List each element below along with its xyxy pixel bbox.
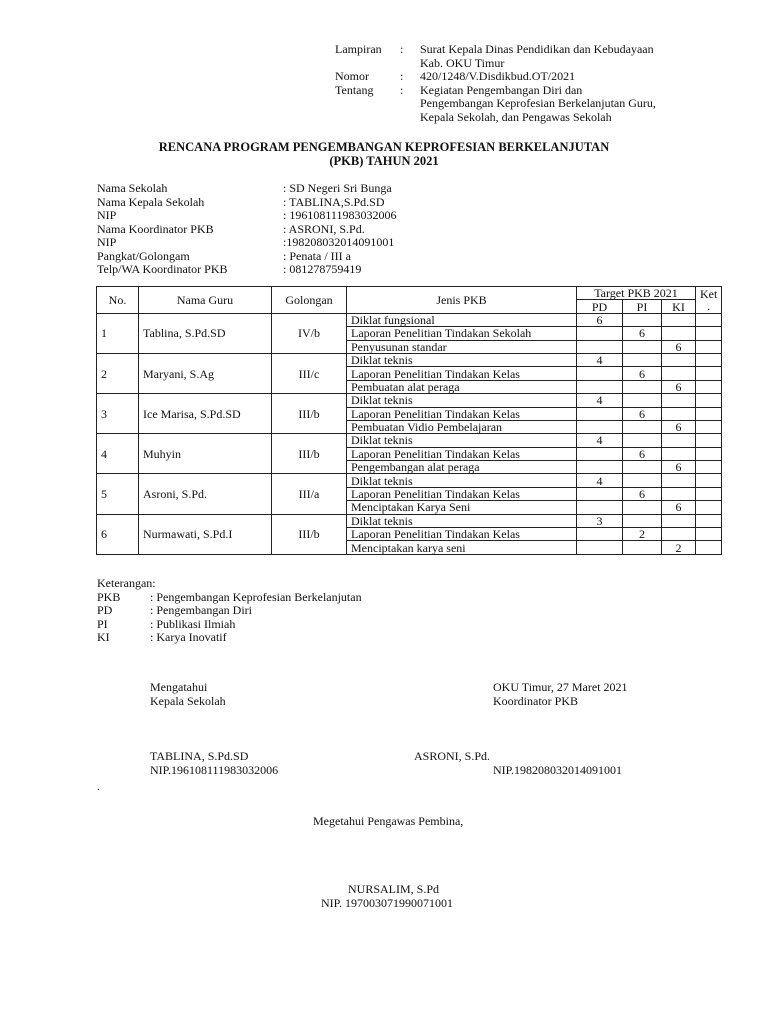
cell-golongan: III/b xyxy=(272,394,347,434)
lampiran-value: Surat Kepala Dinas Pendidikan dan Kebudayaan xyxy=(420,42,654,56)
cell-pi xyxy=(623,394,662,407)
lampiran-key: Tentang xyxy=(335,82,374,97)
lampiran-row xyxy=(335,84,720,98)
right-caption-2: Koordinator PKB xyxy=(493,694,578,708)
cell-pi: 6 xyxy=(623,487,662,500)
info-label: NIP xyxy=(97,208,117,222)
cell-golongan: IV/b xyxy=(272,313,347,353)
cell-pi: 6 xyxy=(623,407,662,420)
header-pd: PD xyxy=(577,300,623,313)
keterangan-desc: : Publikasi Ilmiah xyxy=(150,616,236,631)
table-row xyxy=(97,474,722,487)
lampiran-block xyxy=(335,43,720,124)
lampiran-row xyxy=(335,111,720,125)
cell-no: 5 xyxy=(97,474,139,514)
table-row xyxy=(97,514,722,527)
cell-ket xyxy=(696,541,722,554)
pengawas-nip: NIP. 197003071990071001 xyxy=(321,896,454,910)
info-row xyxy=(97,250,396,264)
cell-pi xyxy=(623,380,662,393)
cell-ket xyxy=(696,501,722,514)
pengawas-name: NURSALIM, S.Pd xyxy=(348,882,440,896)
cell-ki xyxy=(662,528,696,541)
info-label: Nama Sekolah xyxy=(97,181,168,195)
pkb-table xyxy=(96,286,722,555)
header-pi: PI xyxy=(623,300,662,313)
keterangan-abbr: KI xyxy=(97,630,110,644)
cell-ki: 2 xyxy=(662,541,696,554)
header-ket: Ket . xyxy=(696,287,722,314)
header-nama-guru: Nama Guru xyxy=(139,287,272,314)
table-row xyxy=(97,394,722,407)
info-label: Nama Kepala Sekolah xyxy=(97,194,205,209)
keterangan-item xyxy=(97,618,362,632)
cell-nama-guru: Muhyin xyxy=(139,434,272,474)
lampiran-colon: : xyxy=(400,82,404,97)
cell-ket xyxy=(696,313,722,326)
cell-jenis-pkb: Diklat teknis xyxy=(347,474,577,487)
info-value: : 081278759419 xyxy=(283,262,362,276)
cell-ket xyxy=(696,461,722,474)
pengawas-caption: Megetahui Pengawas Pembina, xyxy=(313,814,464,828)
cell-pd xyxy=(577,420,623,433)
keterangan-desc: : Pengembangan Diri xyxy=(150,603,252,617)
cell-pd xyxy=(577,461,623,474)
cell-pd xyxy=(577,501,623,514)
cell-ki xyxy=(662,394,696,407)
cell-golongan: III/a xyxy=(272,474,347,514)
cell-pd xyxy=(577,367,623,380)
cell-pi: 6 xyxy=(623,327,662,340)
header-jenis-pkb: Jenis PKB xyxy=(347,287,577,314)
cell-no: 4 xyxy=(97,434,139,474)
cell-ket xyxy=(696,447,722,460)
cell-pi: 6 xyxy=(623,367,662,380)
info-value: : SD Negeri Sri Bunga xyxy=(283,181,392,195)
cell-ket xyxy=(696,380,722,393)
info-row xyxy=(97,236,396,250)
header-target: Target PKB 2021 xyxy=(577,287,696,300)
keterangan-abbr: PD xyxy=(97,603,113,617)
cell-ket xyxy=(696,514,722,527)
cell-ki: 6 xyxy=(662,340,696,353)
cell-ket xyxy=(696,474,722,487)
cell-nama-guru: Maryani, S.Ag xyxy=(139,353,272,393)
cell-pi xyxy=(623,474,662,487)
lampiran-key: Lampiran xyxy=(335,42,382,56)
cell-jenis-pkb: Laporan Penelitian Tindakan Sekolah xyxy=(347,327,577,340)
document-title-line1: RENCANA PROGRAM PENGEMBANGAN KEPROFESIAN BERKELANJUTAN xyxy=(158,140,610,154)
cell-pi xyxy=(623,313,662,326)
lampiran-colon xyxy=(400,111,420,125)
info-row xyxy=(97,263,396,277)
header-no: No. xyxy=(97,287,139,314)
cell-pd: 3 xyxy=(577,514,623,527)
cell-pi xyxy=(623,353,662,366)
lampiran-value: Kegiatan Pengembangan Diri dan xyxy=(420,82,583,97)
cell-pd xyxy=(577,340,623,353)
left-signatory-name: TABLINA, S.Pd.SD xyxy=(150,749,249,763)
cell-ket xyxy=(696,420,722,433)
cell-jenis-pkb: Diklat fungsional xyxy=(347,313,577,326)
cell-nama-guru: Ice Marisa, S.Pd.SD xyxy=(139,394,272,434)
keterangan-item xyxy=(97,591,362,605)
cell-ki: 6 xyxy=(662,420,696,433)
cell-golongan: III/b xyxy=(272,434,347,474)
cell-jenis-pkb: Pengembangan alat peraga xyxy=(347,461,577,474)
keterangan-item xyxy=(97,604,362,618)
cell-no: 2 xyxy=(97,353,139,393)
left-caption-1: Mengatahui xyxy=(150,680,208,694)
cell-jenis-pkb: Laporan Penelitian Tindakan Kelas xyxy=(347,367,577,380)
keterangan-heading: Keterangan: xyxy=(97,576,156,590)
cell-jenis-pkb: Diklat teknis xyxy=(347,514,577,527)
cell-jenis-pkb: Laporan Penelitian Tindakan Kelas xyxy=(347,447,577,460)
stray-dot: . xyxy=(97,779,100,793)
cell-pi xyxy=(623,434,662,447)
cell-jenis-pkb: Diklat teknis xyxy=(347,394,577,407)
keterangan-block xyxy=(97,577,362,645)
cell-pi xyxy=(623,340,662,353)
cell-pd xyxy=(577,447,623,460)
cell-pd: 4 xyxy=(577,394,623,407)
cell-pd: 6 xyxy=(577,313,623,326)
info-row xyxy=(97,182,396,196)
cell-jenis-pkb: Laporan Penelitian Tindakan Kelas xyxy=(347,487,577,500)
lampiran-value: Pengembangan Keprofesian Berkelanjutan Guru, xyxy=(420,96,656,110)
info-value: : ASRONI, S.Pd. xyxy=(283,221,365,236)
cell-ket xyxy=(696,528,722,541)
cell-jenis-pkb: Laporan Penelitian Tindakan Kelas xyxy=(347,528,577,541)
cell-ki xyxy=(662,487,696,500)
lampiran-key: Nomor xyxy=(335,69,369,83)
cell-ket xyxy=(696,340,722,353)
lampiran-row xyxy=(335,97,720,111)
cell-pi: 2 xyxy=(623,528,662,541)
info-row xyxy=(97,196,396,210)
document-title-line2: (PKB) TAHUN 2021 xyxy=(329,154,439,168)
table-row xyxy=(97,353,722,366)
cell-ket xyxy=(696,407,722,420)
cell-ket xyxy=(696,487,722,500)
cell-pd: 4 xyxy=(577,474,623,487)
cell-pi: 6 xyxy=(623,447,662,460)
cell-pi xyxy=(623,541,662,554)
keterangan-item xyxy=(97,631,362,645)
keterangan-abbr: PI xyxy=(97,616,108,631)
info-label: Nama Koordinator PKB xyxy=(97,221,214,236)
keterangan-desc: : Pengembangan Keprofesian Berkelanjutan xyxy=(150,589,362,604)
cell-ket xyxy=(696,353,722,366)
cell-pd xyxy=(577,541,623,554)
right-caption-1: OKU Timur, 27 Maret 2021 xyxy=(493,680,628,694)
cell-ki xyxy=(662,367,696,380)
cell-ki xyxy=(662,514,696,527)
cell-ki xyxy=(662,447,696,460)
cell-no: 6 xyxy=(97,514,139,554)
cell-pd xyxy=(577,327,623,340)
lampiran-colon xyxy=(400,57,420,71)
lampiran-colon: : xyxy=(400,69,404,83)
cell-ki xyxy=(662,313,696,326)
cell-nama-guru: Nurmawati, S.Pd.I xyxy=(139,514,272,554)
lampiran-row xyxy=(335,70,720,84)
header-ki: KI xyxy=(662,300,696,313)
cell-pd xyxy=(577,380,623,393)
cell-ket xyxy=(696,434,722,447)
lampiran-key xyxy=(335,111,400,125)
lampiran-value: Kab. OKU Timur xyxy=(420,55,505,70)
right-signatory-nip: NIP.198208032014091001 xyxy=(493,763,623,777)
cell-ki xyxy=(662,434,696,447)
cell-pi xyxy=(623,514,662,527)
cell-ki xyxy=(662,407,696,420)
cell-jenis-pkb: Pembuatan alat peraga xyxy=(347,380,577,393)
cell-jenis-pkb: Diklat teknis xyxy=(347,434,577,447)
info-value: : TABLINA,S.Pd.SD xyxy=(283,194,385,209)
info-label: Pangkat/Golongam xyxy=(97,248,190,263)
lampiran-value: Kepala Sekolah, dan Pengawas Sekolah xyxy=(420,109,612,124)
school-info xyxy=(97,182,396,277)
info-value: : 196108111983032006 xyxy=(283,208,397,222)
cell-pd: 4 xyxy=(577,353,623,366)
cell-no: 1 xyxy=(97,313,139,353)
cell-pd xyxy=(577,407,623,420)
table-row xyxy=(97,434,722,447)
left-signatory-nip: NIP.196108111983032006 xyxy=(150,763,279,777)
cell-golongan: III/b xyxy=(272,514,347,554)
cell-nama-guru: Asroni, S.Pd. xyxy=(139,474,272,514)
lampiran-key xyxy=(335,57,400,71)
cell-golongan: III/c xyxy=(272,353,347,393)
cell-jenis-pkb: Diklat teknis xyxy=(347,353,577,366)
cell-jenis-pkb: Menciptakan karya seni xyxy=(347,541,577,554)
info-value: : Penata / III a xyxy=(283,248,351,263)
header-golongan: Golongan xyxy=(272,287,347,314)
cell-ki xyxy=(662,327,696,340)
lampiran-value: 420/1248/V.Disdikbud.OT/2021 xyxy=(420,69,576,83)
cell-ki: 6 xyxy=(662,461,696,474)
cell-ki: 6 xyxy=(662,501,696,514)
cell-nama-guru: Tablina, S.Pd.SD xyxy=(139,313,272,353)
lampiran-key xyxy=(335,97,400,111)
cell-ki xyxy=(662,353,696,366)
info-label: Telp/WA Koordinator PKB xyxy=(97,262,228,276)
info-row xyxy=(97,209,396,223)
cell-pi xyxy=(623,501,662,514)
keterangan-desc: : Karya Inovatif xyxy=(150,630,227,644)
cell-no: 3 xyxy=(97,394,139,434)
cell-pd xyxy=(577,487,623,500)
keterangan-abbr: PKB xyxy=(97,589,121,604)
cell-pd: 4 xyxy=(577,434,623,447)
cell-ket xyxy=(696,327,722,340)
cell-jenis-pkb: Menciptakan Karya Seni xyxy=(347,501,577,514)
info-row xyxy=(97,223,396,237)
lampiran-row xyxy=(335,57,720,71)
info-value: :198208032014091001 xyxy=(283,235,395,249)
left-caption-2: Kepala Sekolah xyxy=(150,694,226,708)
cell-jenis-pkb: Pembuatan Vidio Pembelajaran xyxy=(347,420,577,433)
cell-pi xyxy=(623,420,662,433)
lampiran-colon xyxy=(400,97,420,111)
table-row xyxy=(97,313,722,326)
info-label: NIP xyxy=(97,235,117,249)
cell-pi xyxy=(623,461,662,474)
cell-ket xyxy=(696,367,722,380)
lampiran-colon: : xyxy=(400,42,404,56)
cell-ket xyxy=(696,394,722,407)
cell-ki: 6 xyxy=(662,380,696,393)
right-signatory-name: ASRONI, S.Pd. xyxy=(414,749,491,763)
cell-pd xyxy=(577,528,623,541)
cell-jenis-pkb: Laporan Penelitian Tindakan Kelas xyxy=(347,407,577,420)
cell-jenis-pkb: Penyusunan standar xyxy=(347,340,577,353)
lampiran-row xyxy=(335,43,720,57)
cell-ki xyxy=(662,474,696,487)
